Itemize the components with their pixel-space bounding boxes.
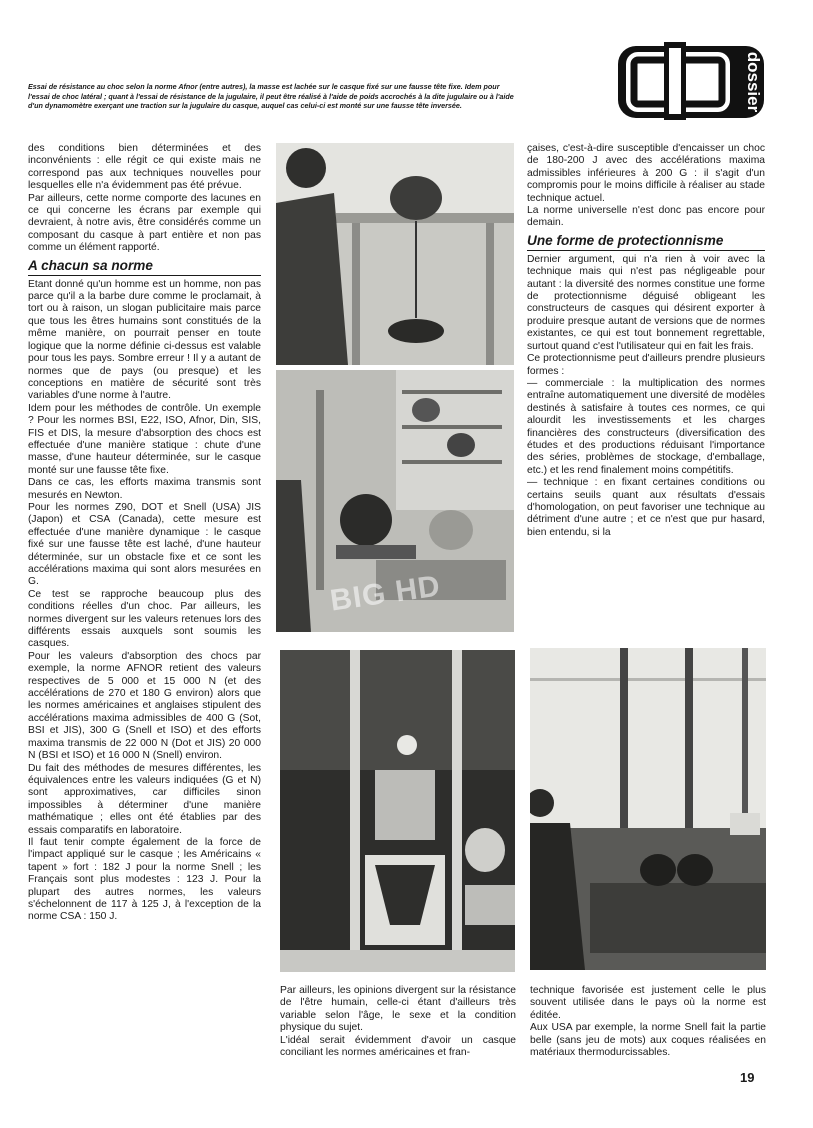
paragraph: La norme universelle n'est donc pas encore pour demain. [527,205,765,229]
article-column-left [28,143,261,1083]
paragraph: — technique : en fixant certaines conditions ou certains seuils quant aux résultats d'essais d'homologation, on peut favoriser une technique au détriment d'une autre ; et ce n'est que pur hasard, bien entendu, si la [527,477,765,538]
article-column-right-bottom [530,985,766,1059]
logo-label: dossier [744,51,763,113]
paragraph: Par ailleurs, cette norme comporte des lacunes en ce qui concerne les écrans par exemple qui devraient, à notre avis, être considérés comme un composant du casque à part entière et non pas comme un élément rapporté. [28,192,261,254]
paragraph: Dans ce cas, les efforts maxima transmis sont mesurés en Newton. [28,477,261,501]
article-column-right [527,143,765,643]
photo-drop-test [276,143,514,365]
paragraph: Etant donné qu'un homme est un homme, non pas parce qu'il a la barbe dure comme le proclamait, à tort ou à raison, un slogan publicitaire mais parce que tous les êtres humains sont constitués de la même manière, on pourrait penser en toute logique que la norme définie ci-dessus est valable pour tous les pays. Sombre erreur ! Il y a autant de normes que de pays (ou presque) et les conceptions en matière de sécurité sont très variables d'une norme à l'autre. [28,278,261,402]
article-column-middle-bottom [280,985,516,1059]
paragraph: Ce protectionnisme peut d'ailleurs prendre plusieurs formes : [527,353,765,377]
caption-text: Essai de résistance au choc selon la norme Afnor (entre autres), la masse est lachée sur le casque fixé sur une fausse tête fixe. Idem pour l'essai de choc latéral ; quant à l'essai de résistance de la jugulaire, il peut être réalisé à l'aide de poids accrochés à la dite jugulaire ou à l'aide d'un dynamomètre exerçant une traction sur la jugulaire du casque, auquel cas celui-ci est monté sur une fausse tête inversée. [28,82,514,111]
paragraph: Il faut tenir compte également de la force de l'impact appliqué sur le casque ; les Américains « tapent » fort : 182 J pour la norme Snell ; les Français sont plus modestes : 123 J. Pour la plupart des autres normes, les valeurs s'échelonnent de 117 à 125 J, à l'exception de la norme CSA : 150 J. [28,836,261,923]
photo-lab-technician [530,648,766,970]
watermark-text: BIG HD [328,569,443,618]
section-heading: A chacun sa norme [28,258,261,276]
section-heading: Une forme de protectionnisme [527,233,765,251]
paragraph: çaises, c'est-à-dire susceptible d'encaisser un choc de 180-200 J avec des accélérations maxima admissibles inférieures à 200 G : il s'agit d'un compromis pour le moins difficile à réaliser au stade technique actuel. [527,143,765,204]
paragraph: Pour les valeurs d'absorption des chocs par exemple, la norme AFNOR retient des valeurs respectives de 5 000 et 15 000 N (et des accélérations de 270 et 180 G environ) alors que les normes américaines et anglaises stipulent des accélérations maxima admissibles de 400 G (Sot, BSI et JIS), 300 G (Snell et ISO) et des efforts maxima transmis de 22 000 N (Dot et JIS) 20 000 N (BSI et ISO) et 16 000 N (Snell) environ. [28,650,261,762]
paragraph: Par ailleurs, les opinions divergent sur la résistance de l'être humain, celle-ci étant d'ailleurs très variable selon l'âge, le sexe et la condition physique du sujet. [280,985,516,1034]
paragraph: des conditions bien déterminées et des inconvénients : elle régit ce qui existe mais ne correspond pas aux techniques nouvelles pour lesquelles elle n'a évidemment pas été prévue. [28,143,261,192]
paragraph: Du fait des méthodes de mesures différentes, les équivalences entre les valeurs indiquées (G et N) sont approximatives, car difficiles sinon impossibles à déterminer d'une manière mathématique ; elles ont été établies par des essais comparatifs en laboratoire. [28,762,261,836]
photo-caption [28,82,518,111]
paragraph: technique favorisée est justement celle le plus souvent utilisée dans le pays où la norme est éditée. [530,985,766,1021]
paragraph: Ce test se rapproche beaucoup plus des conditions réelles d'un choc. Par ailleurs, les normes divergent sur les valeurs retenues lors des différents essais auxquels sont soumis les casques. [28,588,261,650]
paragraph: Idem pour les méthodes de contrôle. Un exemple ? Pour les normes BSI, E22, ISO, Afnor, Din, SIS, FIS et DIS, la mesure d'absorption des chocs est effectuée d'une manière statique : chute d'une masse, d'une hauteur déterminée, sur le casque monté sur une fausse tête fixe. [28,402,261,476]
paragraph: Aux USA par exemple, la norme Snell fait la partie belle (sans jeu de mots) aux coques réalisées en matériaux thermodurcissables. [530,1022,766,1059]
page-number: 19 [740,1070,755,1085]
paragraph: Dernier argument, qui n'a rien à voir avec la technique mais qui n'est pas négligeable pour autant : la diversité des normes constitue une forme de protectionnisme déguisé obligeant les constructeurs de casques qui désirent exporter à produire presque autant de versions que de normes existantes, ce qui est tout bonnement regrettable, surtout quand c'est l'utilisateur qui en fait les frais. [527,253,765,352]
paragraph: — commerciale : la multiplication des normes entraîne automatiquement une diversité de modèles destinés à satisfaire à toutes ces normes, ce qui alourdit les investissements et les charges financières des constructeurs (diversification des études et des productions réduisant l'importance des séries, problèmes de stockage, d'emballage, etc.) et les rend finalement moins compétitifs. [527,377,765,476]
paragraph: Pour les normes Z90, DOT et Snell (USA) JIS (Japon) et CSA (Canada), cette mesure est effectuée d'une manière dynamique : le casque fixé sur une fausse tête est laché, d'une hauteur déterminée, sur un obstacle fixe et ce sont les accélérations maxima qui sont alors mesurées en G. [28,501,261,588]
photo-test-tower [280,650,515,972]
paragraph: L'idéal serait évidemment d'avoir un casque conciliant les normes américaines et fran- [280,1034,516,1059]
dossier-logo [616,40,766,122]
